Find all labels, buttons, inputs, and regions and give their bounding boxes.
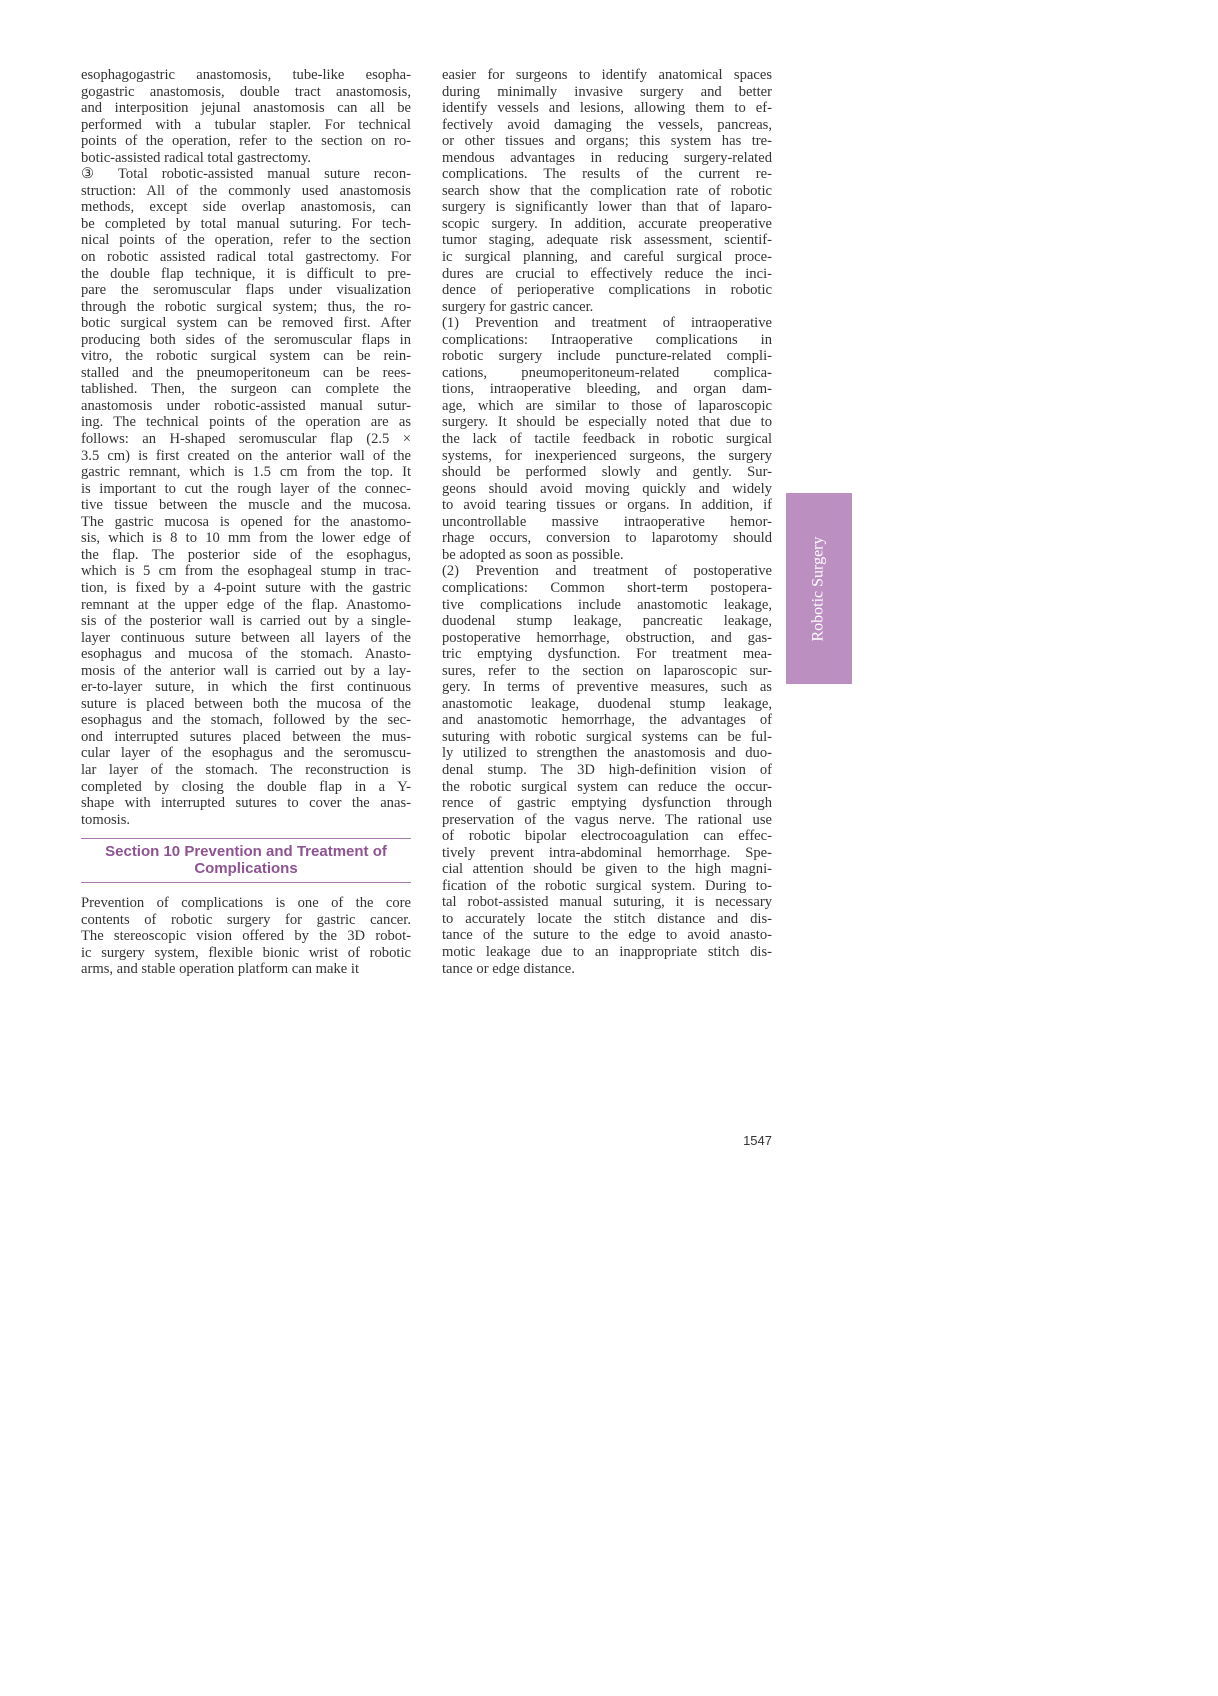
text-line: 3.5 cm) is first created on the anterior wall of the	[81, 447, 411, 464]
text-line: complications: Common short-term postopera-	[442, 579, 772, 596]
text-line: preservation of the vagus nerve. The rational use	[442, 811, 772, 828]
text-line: tance of the suture to the edge to avoid anasto-	[442, 927, 772, 944]
text-line: duodenal stump leakage, pancreatic leakage,	[442, 613, 772, 630]
text-line: cations, pneumoperitoneum-related complica-	[442, 364, 772, 381]
text-line: botic-assisted radical total gastrectomy.	[81, 149, 312, 166]
text-line: points of the operation, refer to the section on ro-	[81, 133, 411, 150]
text-line: dence of perioperative complications in robotic	[442, 282, 772, 299]
text-line: sis, which is 8 to 10 mm from the lower edge of	[81, 530, 411, 547]
text-line: Prevention of complications is one of the core	[81, 895, 411, 912]
text-line: the lack of tactile feedback in robotic surgical	[442, 431, 772, 448]
text-line: the double flap technique, it is difficult to pre-	[81, 265, 411, 282]
text-line: suturing with robotic surgical systems can be ful-	[442, 728, 772, 745]
text-line: complications. The results of the current re-	[442, 166, 772, 183]
text-line: completed by closing the double flap in a Y-	[81, 778, 411, 795]
text-line: the flap. The posterior side of the esophagus,	[81, 546, 411, 563]
text-line: mosis of the anterior wall is carried out by a lay-	[81, 662, 411, 679]
text-line: The gastric mucosa is opened for the anastomo-	[81, 513, 411, 530]
text-line: gogastric anastomosis, double tract anastomosis,	[81, 83, 411, 100]
paragraph	[442, 315, 772, 563]
text-line: rhage occurs, conversion to laparotomy should	[442, 530, 772, 547]
text-line: and anastomotic hemorrhage, the advantages of	[442, 712, 772, 729]
left-paragraphs-after	[81, 895, 411, 978]
chapter-side-tab-label: Robotic Surgery	[810, 535, 827, 642]
text-line: sures, refer to the section on laparoscopic sur-	[442, 662, 772, 679]
text-line: er-to-layer suture, in which the first continuous	[81, 679, 411, 696]
section-heading-line: Complications	[194, 860, 298, 878]
text-line: gastric remnant, which is 1.5 cm from the top. It	[81, 464, 411, 481]
text-line: tions, intraoperative bleeding, and organ dam-	[442, 381, 772, 398]
text-line: postoperative hemorrhage, obstruction, and gas-	[442, 629, 772, 646]
text-line: and interposition jejunal anastomosis can all be	[81, 100, 411, 117]
text-line: ly utilized to strengthen the anastomosis and duo-	[442, 745, 772, 762]
text-line: rence of gastric emptying dysfunction through	[442, 795, 772, 812]
text-line: fication of the robotic surgical system. During to-	[442, 877, 772, 894]
section-heading-line: Section 10 Prevention and Treatment of	[105, 843, 387, 861]
text-line: surgery. It should be especially noted that due to	[442, 414, 772, 431]
text-line: uncontrollable massive intraoperative hemor-	[442, 513, 772, 530]
text-line: methods, except side overlap anastomosis, can	[81, 199, 411, 216]
paragraph	[442, 563, 772, 977]
text-line: cular layer of the esophagus and the seromuscu-	[81, 745, 411, 762]
paragraph	[81, 895, 411, 978]
text-line: or other tissues and organs; this system has tre-	[442, 133, 772, 150]
paragraph	[81, 166, 411, 828]
text-line: ond interrupted sutures placed between the mus-	[81, 728, 411, 745]
text-line: ③ Total robotic-assisted manual suture recon-	[81, 166, 411, 183]
text-line: follows: an H-shaped seromuscular flap (2.5 ×	[81, 431, 411, 448]
text-line: tomosis.	[81, 811, 131, 828]
chapter-side-tab	[786, 493, 852, 684]
text-line: tion, is fixed by a 4-point suture with the gastric	[81, 579, 411, 596]
text-line: tumor staging, adequate risk assessment, scientif-	[442, 232, 772, 249]
text-line: geons should avoid moving quickly and widely	[442, 480, 772, 497]
text-line: during minimally invasive surgery and better	[442, 83, 772, 100]
text-line: nical points of the operation, refer to the section	[81, 232, 411, 249]
text-line: tance or edge distance.	[442, 960, 575, 977]
text-line: remnant at the upper edge of the flap. Anastomo-	[81, 596, 411, 613]
text-line: age, which are similar to those of laparoscopic	[442, 397, 772, 414]
text-line: tal robot-assisted manual suturing, it is necessary	[442, 894, 772, 911]
page-number: 1547	[743, 1133, 772, 1148]
text-line: mendous advantages in reducing surgery-related	[442, 149, 772, 166]
text-line: producing both sides of the seromuscular flaps in	[81, 331, 411, 348]
text-line: scopic surgery. In addition, accurate preoperative	[442, 215, 772, 232]
text-line: anastomosis under robotic-assisted manual sutur-	[81, 397, 411, 414]
text-line: identify vessels and lesions, allowing them to ef-	[442, 100, 772, 117]
text-line: surgery for gastric cancer.	[442, 298, 594, 315]
text-line: suture is placed between both the mucosa of the	[81, 695, 411, 712]
text-line: botic surgical system can be removed first. After	[81, 315, 411, 332]
text-line: dures are crucial to effectively reduce the inci-	[442, 265, 772, 282]
text-line: tively prevent intra-abdominal hemorrhage. Spe-	[442, 844, 772, 861]
text-line: ic surgery system, flexible bionic wrist of robotic	[81, 944, 411, 961]
paragraph	[81, 67, 411, 166]
text-line: gery. In terms of preventive measures, such as	[442, 679, 772, 696]
text-line: (1) Prevention and treatment of intraoperative	[442, 315, 772, 332]
text-line: cial attention should be given to the high magni-	[442, 861, 772, 878]
text-line: which is 5 cm from the esophageal stump in trac-	[81, 563, 411, 580]
text-line: tive tissue between the muscle and the mucosa.	[81, 497, 411, 514]
text-line: tive complications include anastomotic leakage,	[442, 596, 772, 613]
text-line: tablished. Then, the surgeon can complete the	[81, 381, 411, 398]
text-line: through the robotic surgical system; thus, the ro-	[81, 298, 411, 315]
text-line: tric emptying dysfunction. For treatment mea-	[442, 646, 772, 663]
paragraph	[442, 67, 772, 315]
text-line: complications: Intraoperative complications in	[442, 331, 772, 348]
text-line: shape with interrupted sutures to cover the anas-	[81, 795, 411, 812]
text-line: esophagogastric anastomosis, tube-like esopha-	[81, 67, 411, 83]
text-line: should be performed slowly and gently. Sur-	[442, 464, 772, 481]
text-line: denal stump. The 3D high-definition vision of	[442, 761, 772, 778]
text-line: anastomotic leakage, duodenal stump leakage,	[442, 695, 772, 712]
text-line: of robotic bipolar electrocoagulation can effec-	[442, 828, 772, 845]
text-line: on robotic assisted radical total gastrectomy. For	[81, 249, 411, 266]
text-line: systems, for inexperienced surgeons, the surgery	[442, 447, 772, 464]
text-line: to accurately locate the stitch distance and dis-	[442, 910, 772, 927]
text-line: vitro, the robotic surgical system can be rein-	[81, 348, 411, 365]
text-line: esophagus and the stomach, followed by the sec-	[81, 712, 411, 729]
text-line: surgery is significantly lower than that of laparo-	[442, 199, 772, 216]
text-line: is important to cut the rough layer of the connec-	[81, 480, 411, 497]
left-paragraphs-before	[81, 67, 411, 828]
text-line: pare the seromuscular flaps under visualization	[81, 282, 411, 299]
text-line: The stereoscopic vision offered by the 3D robot-	[81, 928, 411, 945]
text-line: ic surgical planning, and careful surgical proce-	[442, 249, 772, 266]
text-line: robotic surgery include puncture-related compli-	[442, 348, 772, 365]
text-line: sis of the posterior wall is carried out by a single-	[81, 613, 411, 630]
text-line: be adopted as soon as possible.	[442, 546, 624, 563]
section-heading	[81, 838, 411, 883]
text-line: the robotic surgical system can reduce the occur-	[442, 778, 772, 795]
text-line: arms, and stable operation platform can make it	[81, 961, 359, 978]
text-line: easier for surgeons to identify anatomical spaces	[442, 67, 772, 83]
text-line: stalled and the pneumoperitoneum can be rees-	[81, 364, 411, 381]
right-column	[442, 67, 772, 977]
text-line: esophagus and mucosa of the stomach. Anasto-	[81, 646, 411, 663]
text-line: motic leakage due to an inappropriate stitch dis-	[442, 943, 772, 960]
text-line: lar layer of the stomach. The reconstruction is	[81, 761, 411, 778]
text-line: (2) Prevention and treatment of postoperative	[442, 563, 772, 580]
text-line: ing. The technical points of the operation are as	[81, 414, 411, 431]
text-line: performed with a tubular stapler. For technical	[81, 116, 411, 133]
text-line: layer continuous suture between all layers of the	[81, 629, 411, 646]
text-line: to avoid tearing tissues or organs. In addition, if	[442, 497, 772, 514]
text-line: contents of robotic surgery for gastric cancer.	[81, 911, 411, 928]
left-column	[81, 67, 411, 978]
text-line: search show that the complication rate of robotic	[442, 182, 772, 199]
text-line: be completed by total manual suturing. For tech-	[81, 215, 411, 232]
text-line: struction: All of the commonly used anastomosis	[81, 182, 411, 199]
text-line: fectively avoid damaging the vessels, pancreas,	[442, 116, 772, 133]
